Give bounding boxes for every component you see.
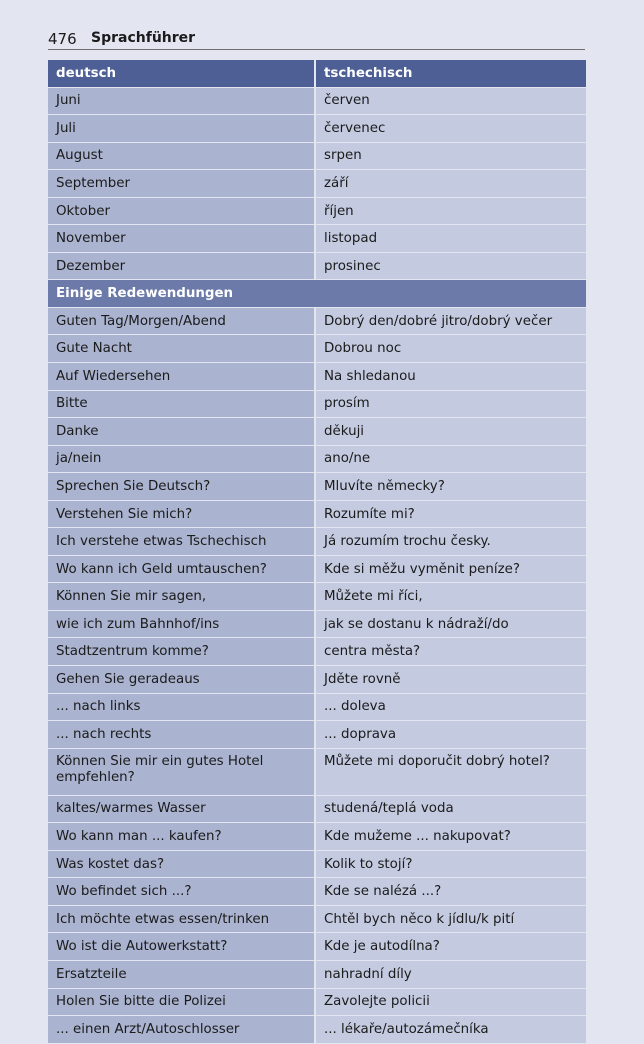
czech-cell: nahradní díly [316,961,586,989]
german-cell: Ersatzteile [48,961,316,989]
table-row [48,170,586,198]
phrase-table [48,60,586,1044]
czech-cell: Chtěl bych něco k jídlu/k pití [316,906,586,934]
czech-cell: Kde si měžu vyměnit peníze? [316,556,586,584]
page-header [48,29,585,50]
table-row [48,961,586,989]
table-row [48,666,586,694]
table-row [48,253,586,281]
table-row [48,473,586,501]
table-row [48,115,586,143]
table-row [48,694,586,722]
czech-cell: ... doleva [316,694,586,722]
czech-cell: děkuji [316,418,586,446]
table-row [48,583,586,611]
czech-cell: Můžete mi říci, [316,583,586,611]
german-cell: Können Sie mir ein gutes Hotel empfehlen? [48,749,316,796]
german-cell: Juli [48,115,316,143]
german-cell: August [48,143,316,171]
german-cell: Wo kann man ... kaufen? [48,823,316,851]
german-cell: ja/nein [48,446,316,474]
german-cell: kaltes/warmes Wasser [48,796,316,824]
czech-cell: Kde se nalézá ...? [316,878,586,906]
czech-cell: září [316,170,586,198]
czech-cell: Mluvíte německy? [316,473,586,501]
section-row [48,280,586,308]
german-cell: Können Sie mir sagen, [48,583,316,611]
section-title: Sprachführer [91,30,196,46]
table-row [48,446,586,474]
czech-cell: studená/teplá voda [316,796,586,824]
czech-cell: jak se dostanu k nádraží/do [316,611,586,639]
table-row [48,823,586,851]
table-row [48,796,586,824]
table-row [48,143,586,171]
table-row [48,335,586,363]
german-cell: ... einen Arzt/Autoschlosser [48,1016,316,1044]
german-cell: ... nach links [48,694,316,722]
table-row [48,611,586,639]
table-row [48,749,586,796]
column-header-czech: tschechisch [316,60,586,88]
german-cell: Gute Nacht [48,335,316,363]
table-row [48,88,586,116]
table-row [48,501,586,529]
czech-cell: Kde mužeme ... nakupovat? [316,823,586,851]
german-cell: Gehen Sie geradeaus [48,666,316,694]
german-cell: Wo ist die Autowerkstatt? [48,933,316,961]
czech-cell: ... lékaře/autozámečníka [316,1016,586,1044]
czech-cell: Kde je autodílna? [316,933,586,961]
german-cell: Juni [48,88,316,116]
table-row [48,528,586,556]
german-cell: Wo kann ich Geld umtauschen? [48,556,316,584]
german-cell: Auf Wiedersehen [48,363,316,391]
german-cell: Bitte [48,391,316,419]
czech-cell: Na shledanou [316,363,586,391]
czech-cell: ano/ne [316,446,586,474]
czech-cell: Dobrou noc [316,335,586,363]
table-row [48,878,586,906]
table-row [48,556,586,584]
czech-cell: srpen [316,143,586,171]
german-cell: Oktober [48,198,316,226]
czech-cell: říjen [316,198,586,226]
table-row [48,851,586,879]
czech-cell: Dobrý den/dobré jitro/dobrý večer [316,308,586,336]
czech-cell: prosím [316,391,586,419]
table-row [48,1016,586,1044]
table-row [48,198,586,226]
months-body [48,88,586,281]
czech-cell: Rozumíte mi? [316,501,586,529]
german-cell: Danke [48,418,316,446]
german-cell: Dezember [48,253,316,281]
phrases-body [48,308,586,1044]
section-label: Einige Redewendungen [48,280,586,308]
section-body [48,280,586,308]
czech-cell: centra města? [316,638,586,666]
table-row [48,418,586,446]
table-row [48,906,586,934]
german-cell: Verstehen Sie mich? [48,501,316,529]
czech-cell: Můžete mi doporučit dobrý hotel? [316,749,586,796]
table-row [48,638,586,666]
czech-cell: Jděte rovně [316,666,586,694]
german-cell: Sprechen Sie Deutsch? [48,473,316,501]
table-header-row [48,60,586,88]
table-row [48,308,586,336]
german-cell: Stadtzentrum komme? [48,638,316,666]
czech-cell: prosinec [316,253,586,281]
czech-cell: Já rozumím trochu česky. [316,528,586,556]
czech-cell: červenec [316,115,586,143]
german-cell: Was kostet das? [48,851,316,879]
table-row [48,363,586,391]
czech-cell: Zavolejte policii [316,989,586,1017]
czech-cell: červen [316,88,586,116]
czech-cell: listopad [316,225,586,253]
column-header-german: deutsch [48,60,316,88]
german-cell: Ich verstehe etwas Tschechisch [48,528,316,556]
german-cell: Ich möchte etwas essen/trinken [48,906,316,934]
german-cell: Holen Sie bitte die Polizei [48,989,316,1017]
table-row [48,989,586,1017]
czech-cell: Kolik to stojí? [316,851,586,879]
table-row [48,721,586,749]
german-cell: November [48,225,316,253]
table-row [48,225,586,253]
german-cell: Wo befindet sich ...? [48,878,316,906]
german-cell: September [48,170,316,198]
table-row [48,933,586,961]
page-number: 476 [48,30,77,48]
german-cell: Guten Tag/Morgen/Abend [48,308,316,336]
table-row [48,391,586,419]
german-cell: wie ich zum Bahnhof/ins [48,611,316,639]
czech-cell: ... doprava [316,721,586,749]
german-cell: ... nach rechts [48,721,316,749]
